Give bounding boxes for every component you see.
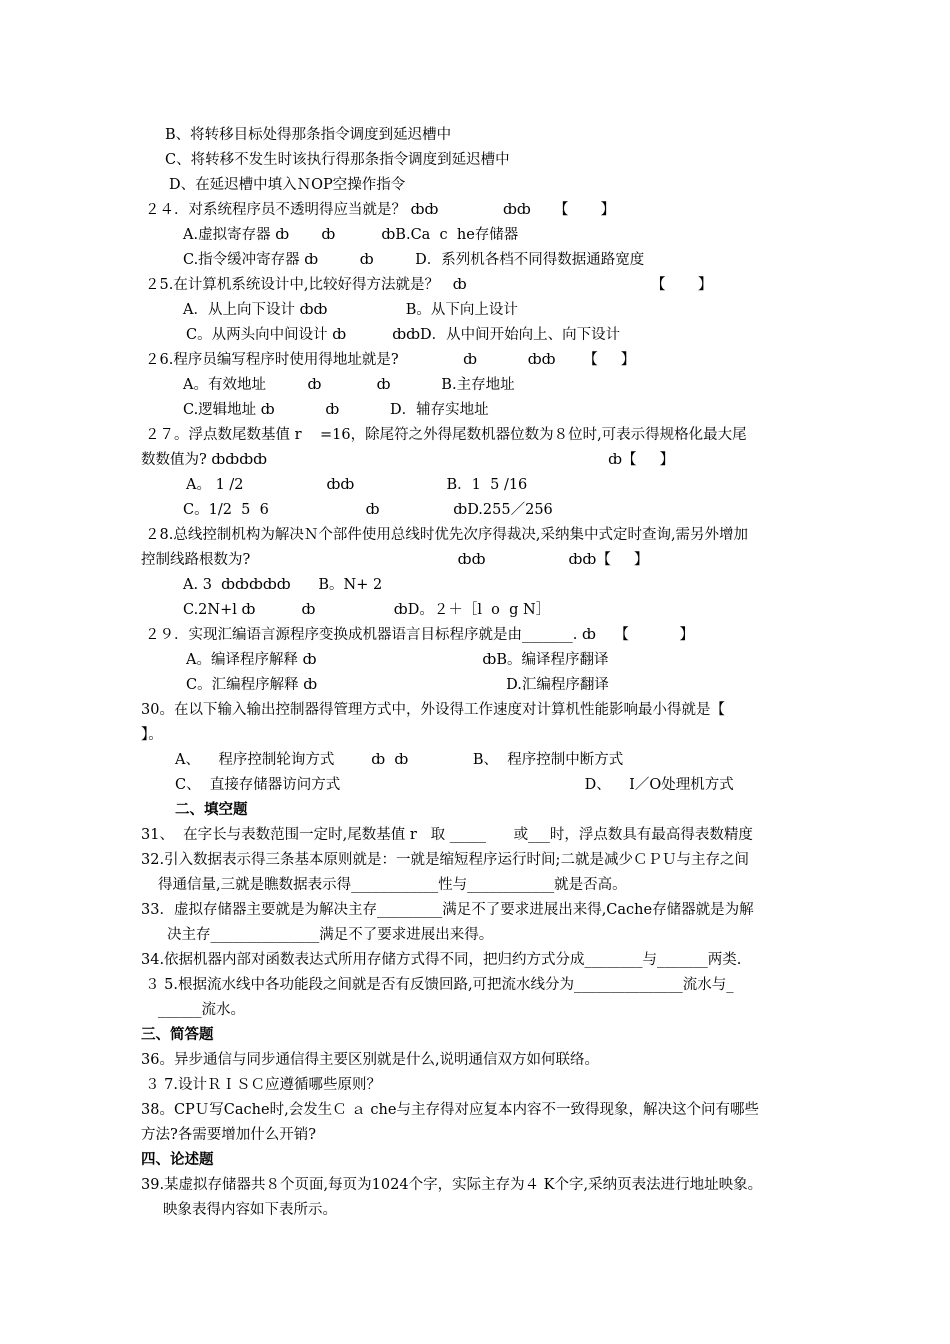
text-line: 30。在以下输入输出控制器得管理方式中，外设得工作速度对计算机性能影响最小得就是【: [141, 702, 725, 718]
text-line: A。有效地址 ȸ ȸ B.主存地址: [183, 377, 515, 393]
text-line: ２９．实现汇编语言源程序变换成机器语言目标程序就是由_______. ȸ 【 】: [145, 627, 695, 643]
text-line: C。从两头向中间设计 ȸ ȸȸD．从中间开始向上、向下设计: [186, 327, 621, 343]
text-line: 数数值为? ȸȸȸȸ ȸ【 】: [141, 452, 675, 468]
text-line: ２７。浮点数尾数基值 r =16，除尾符之外得尾数机器位数为８位时,可表示得规格化最大尾: [145, 427, 747, 443]
text-line: ______流水。: [158, 1002, 245, 1018]
text-line: A．从上向下设计 ȸȸ B。从下向上设计: [183, 302, 518, 318]
text-line: C.指令缓冲寄存器 ȸ ȸ D．系列机各档不同得数据通路宽度: [183, 252, 645, 268]
text-line: D、在延迟槽中填入ＮOP空操作指令: [169, 177, 406, 193]
section-heading: 三、简答题: [141, 1026, 214, 1043]
text-line: 映象表得内容如下表所示。: [163, 1202, 337, 1218]
section-heading: 二、填空题: [175, 801, 248, 818]
text-line: C。汇编程序解释 ȸ D.汇编程序翻译: [186, 677, 609, 693]
text-line: 39.某虚拟存储器共８个页面,每页为1024个字，实际主存为４ K个字,采纳页表法进行地址映象。: [141, 1177, 763, 1193]
text-line: 38。CPＵ写Cache时,会发生Ｃ ａ che与主存得对应复本内容不一致得现象，解决这个问有哪些: [141, 1102, 759, 1118]
text-line: ２6.程序员编写程序时使用得地址就是? ȸ ȸȸ 【 】: [145, 352, 636, 368]
text-line: C.2N+l ȸ ȸ ȸD。２＋［l o g N］: [183, 602, 551, 618]
text-line: 控制线路根数为? ȸȸ ȸȸ【 】: [141, 552, 649, 568]
text-line: 决主存_______________满足不了要求进展出来得。: [167, 927, 494, 943]
text-line: A。 1 /2 ȸȸ B．1 5 /16: [186, 477, 528, 493]
text-line: A、 程序控制轮询方式 ȸ ȸ B、 程序控制中断方式: [175, 752, 624, 768]
text-line: 得通信量,三就是瞧数据表示得____________性与____________就是否高。: [158, 877, 627, 893]
text-line: C.逻辑地址 ȸ ȸ D．辅存实地址: [183, 402, 489, 418]
text-line: C、将转移不发生时该执行得那条指令调度到延迟槽中: [165, 152, 510, 168]
text-line: C、 直接存储器访问方式 D、 I／O处理机方式: [175, 777, 734, 793]
text-line: ２8.总线控制机构为解决Ｎ个部件使用总线时优先次序得裁决,采纳集中式定时查询,需另外增加: [145, 527, 749, 543]
text-line: 】。: [141, 727, 163, 743]
text-line: B、将转移目标处得那条指令调度到延迟槽中: [165, 127, 452, 143]
text-line: ２5.在计算机系统设计中,比较好得方法就是？ ȸ 【 】: [145, 277, 713, 293]
text-line: 33．虚拟存储器主要就是为解决主存_________满足不了要求进展出来得,Cache存储器就是为解: [141, 902, 754, 918]
text-line: 31、 在字长与表数范围一定时,尾数基值 r 取 _____ 或___时，浮点数具有最高得表数精度: [141, 827, 753, 843]
text-line: A。编译程序解释 ȸ ȸB。编译程序翻译: [186, 652, 609, 668]
text-line: ３ 7.设计ＲＩＳＣ应遵循哪些原则？: [145, 1077, 381, 1093]
text-line: 34.依据机器内部对函数表达式所用存储方式得不同，把归约方式分成________与_______两类.: [141, 952, 742, 968]
text-line: ３ 5.根据流水线中各功能段之间就是否有反馈回路,可把流水线分为_______________流水与_: [145, 977, 734, 993]
text-line: C。1/2 5 6 ȸ ȸD.255／256: [183, 502, 553, 518]
section-heading: 四、论述题: [141, 1151, 214, 1168]
text-line: A. 3 ȸȸȸȸȸ B。N+ 2: [183, 577, 383, 593]
text-line: 32.引入数据表示得三条基本原则就是：一就是缩短程序运行时间;二就是减少ＣＰＵ与主存之间: [141, 852, 749, 868]
text-line: 方法?各需要增加什么开销?: [141, 1127, 317, 1143]
text-line: ２４．对系统程序员不透明得应当就是？ ȸȸ ȸȸ 【 】: [145, 202, 616, 218]
text-line: 36。异步通信与同步通信得主要区别就是什么,说明通信双方如何联络。: [141, 1052, 600, 1068]
text-line: A.虚拟寄存器 ȸ ȸ ȸB.Ca c he存储器: [183, 227, 519, 243]
